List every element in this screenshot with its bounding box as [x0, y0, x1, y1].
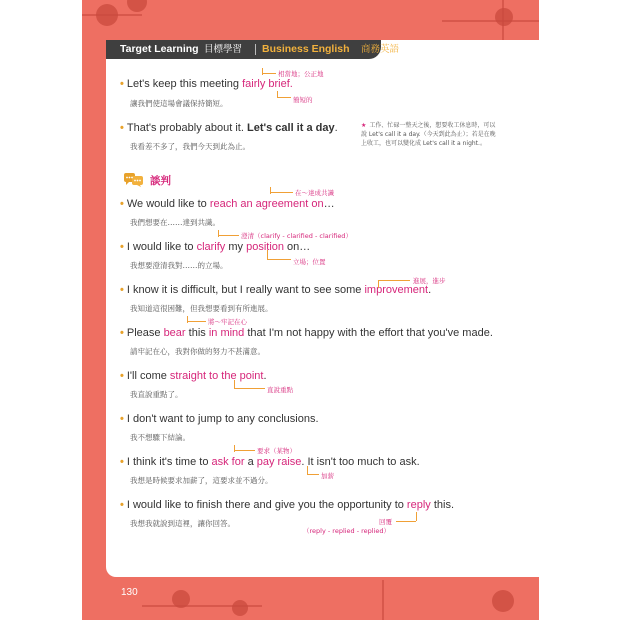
highlighted-phrase: improvement	[364, 284, 429, 296]
english-sentence	[120, 456, 420, 468]
arrow-connector	[187, 321, 206, 322]
vocabulary-note: 相當地；公正地	[278, 70, 324, 78]
sentence-text: .	[334, 122, 338, 134]
vocabulary-note: 回覆	[379, 518, 392, 526]
sentence-text: We would like to	[126, 198, 210, 210]
vocabulary-note: 在～達成共識	[295, 189, 334, 197]
highlighted-phrase: straight to the point	[169, 370, 264, 382]
decor-dot	[495, 8, 513, 26]
sentence-text: this	[185, 327, 209, 339]
arrow-connector	[234, 450, 255, 451]
highlighted-phrase: bear	[163, 327, 186, 339]
arrow-connector	[234, 380, 235, 388]
chinese-translation: 我看差不多了，我們今天到此為止。	[130, 142, 250, 151]
sentence-text: my	[225, 241, 247, 253]
bullet-icon: •	[120, 370, 124, 382]
sentence-text: that I'm not happy with the effort that you've made.	[244, 327, 493, 339]
vocabulary-note: 進展，進步	[413, 277, 446, 285]
vocabulary-note: （reply - replied - replied）	[303, 527, 391, 535]
arrow-connector	[378, 280, 410, 281]
sentence-text: I know it is difficult, but I really want to see some	[126, 284, 365, 296]
highlighted-phrase: pay raise	[256, 456, 302, 468]
vocabulary-note: 簡短的	[293, 96, 313, 104]
vocabulary-note: 直說重點	[267, 386, 293, 394]
vocabulary-note: 澄清（clarify - clarified - clarified）	[241, 232, 352, 240]
sentence-text: I would like to finish there and give you the opportunity to	[126, 499, 407, 511]
arrow-connector	[307, 466, 308, 474]
english-sentence	[120, 78, 293, 90]
chinese-translation: 我們想要在……達到共識。	[130, 218, 220, 227]
arrow-connector	[416, 512, 417, 521]
decor-dot	[232, 600, 248, 616]
decor-dot	[127, 0, 147, 12]
sentence-text: …	[323, 198, 335, 210]
english-sentence	[120, 370, 267, 382]
arrow-connector	[378, 280, 379, 288]
arrow-connector	[267, 259, 291, 260]
bullet-icon: •	[120, 122, 124, 134]
decor-line	[82, 14, 142, 16]
sentence-text: That's probably about it.	[126, 122, 247, 134]
english-sentence	[120, 198, 335, 210]
bullet-icon: •	[120, 198, 124, 210]
decor-line	[442, 20, 539, 22]
highlighted-phrase: reach an agreement on	[209, 198, 324, 210]
sentence-text: I don't want to jump to any conclusions.	[126, 413, 319, 425]
sentence-text: this.	[430, 499, 454, 511]
arrow-connector	[270, 192, 293, 193]
sentence-text: on…	[284, 241, 311, 253]
sentence-text: a	[244, 456, 257, 468]
arrow-connector	[234, 388, 265, 389]
arrow-connector	[262, 73, 276, 74]
header-section-zh: 商務英語	[361, 44, 400, 55]
vocabulary-note: 將～牢記在心	[208, 318, 247, 326]
sentence-text: . It isn't too much to ask.	[301, 456, 420, 468]
english-sentence	[120, 413, 319, 425]
decor-line	[382, 580, 384, 620]
chinese-translation: 我知道這很困難，但我想要看到有所進展。	[130, 304, 273, 313]
english-sentence	[120, 327, 493, 339]
chinese-translation: 我直說重點了。	[130, 390, 183, 399]
side-note	[361, 121, 501, 148]
sentence-text: Let's keep this meeting	[126, 78, 243, 90]
arrow-connector	[277, 97, 291, 98]
star-icon: ★	[361, 122, 367, 129]
decor-dot	[492, 590, 514, 612]
header-divider	[255, 44, 256, 55]
bullet-icon: •	[120, 327, 124, 339]
section-title: 談判	[150, 175, 171, 187]
sentence-text: Please	[126, 327, 164, 339]
page-header	[106, 40, 400, 59]
decor-line	[142, 605, 262, 607]
highlighted-phrase: reply	[406, 499, 431, 511]
sentence-text: .	[428, 284, 432, 296]
english-sentence	[120, 122, 338, 134]
sentence-text: I think it's time to	[126, 456, 212, 468]
bullet-icon: •	[120, 284, 124, 296]
bold-phrase: Let's call it a day	[246, 122, 335, 134]
english-sentence	[120, 499, 454, 511]
bullet-icon: •	[120, 413, 124, 425]
page-number: 130	[121, 587, 138, 598]
bullet-icon: •	[120, 78, 124, 90]
decor-line	[502, 0, 504, 40]
vocabulary-note: 立場；位置	[293, 258, 326, 266]
english-sentence	[120, 284, 431, 296]
highlighted-phrase: ask for	[211, 456, 245, 468]
arrow-connector	[267, 250, 268, 259]
vocabulary-note: 要求（某物）	[257, 447, 296, 455]
header-section-en: Business English	[262, 43, 350, 55]
chinese-translation: 我想要澄清我對……的立場。	[130, 261, 228, 270]
highlighted-phrase: clarify	[196, 241, 226, 253]
bullet-icon: •	[120, 456, 124, 468]
bullet-icon: •	[120, 499, 124, 511]
highlighted-phrase: fairly brief.	[242, 78, 293, 90]
header-title-en: Target Learning	[120, 43, 199, 55]
arrow-connector	[307, 474, 319, 475]
sentence-text: I would like to	[126, 241, 197, 253]
chinese-translation: 我想我就說到這裡，讓你回答。	[130, 519, 235, 528]
english-sentence	[120, 241, 310, 253]
chinese-translation: 我想是時候要求加薪了，這要求並不過分。	[130, 476, 273, 485]
side-note-text: 工作、忙碌一整天之後，想要收工休息時，可以說 Let's call it a day.（今天到此為止）；若是在晚上收工，也可以變化成 Let's call it a night.。	[361, 122, 496, 147]
chinese-translation: 讓我們使這場會議保持簡短。	[130, 99, 228, 108]
header-title-zh: 目標學習	[204, 44, 243, 55]
speech-bubbles-icon	[124, 173, 144, 187]
highlighted-phrase: in mind	[208, 327, 245, 339]
chinese-translation: 我不想驟下結論。	[130, 433, 190, 442]
vocabulary-note: 加薪	[321, 472, 334, 480]
sentence-text: .	[263, 370, 267, 382]
bullet-icon: •	[120, 241, 124, 253]
arrow-connector	[218, 235, 239, 236]
highlighted-phrase: position	[246, 241, 284, 253]
arrow-connector	[396, 521, 416, 522]
chinese-translation: 請牢記在心，我對你做的努力不甚滿意。	[130, 347, 265, 356]
sentence-text: I'll come	[126, 370, 170, 382]
